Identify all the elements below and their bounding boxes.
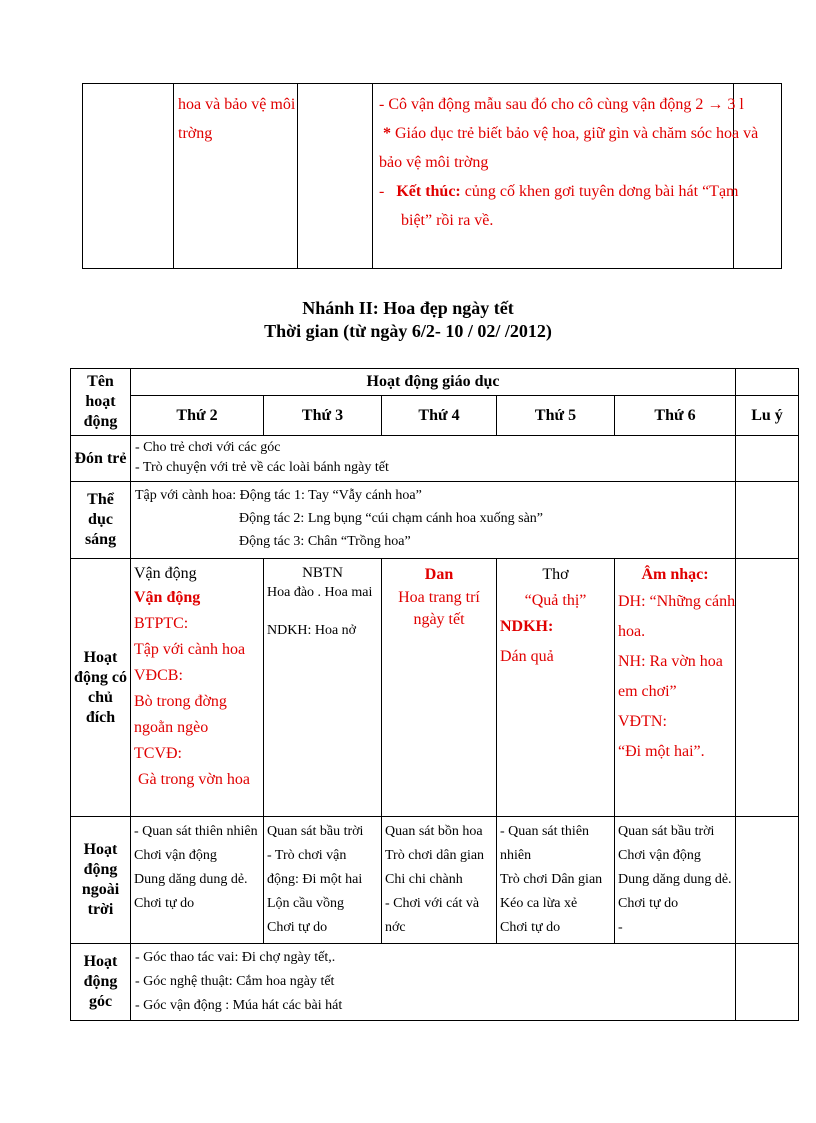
thu3-lesson: NBTN Hoa đào . Hoa mai NDKH: Hoa nở [264, 559, 382, 817]
star-bullet: * [383, 125, 391, 142]
empty-cell [736, 482, 799, 559]
continuation-table [82, 83, 782, 269]
section-title: Nhánh II: Hoa đẹp ngày tết [302, 298, 514, 318]
arrow-icon: → [707, 96, 724, 113]
hoat-dong-goc-content: - Góc thao tác vai: Đi chợ ngày tết,. - Góc nghệ thuật: Cắm hoa ngày tết - Góc vận động : Múa hát các bài hát [131, 944, 736, 1021]
thu3-outdoor: Quan sát bầu trời - Trò chơi vận động: Đi một hai Lộn cầu vồng Chơi tự do [264, 817, 382, 944]
header-note: Lu ý [736, 396, 799, 436]
empty-cell [736, 436, 799, 482]
activity-line: củng cố khen gơi tuyên dơng bài hát “Tạm [464, 183, 739, 200]
objective-line: trờng [178, 125, 213, 142]
thu6-outdoor: Quan sát bầu trời Chơi vận động Dung dăng dung dẻ. Chơi tự do - [615, 817, 736, 944]
activity-line: bảo vệ môi trờng [379, 154, 489, 171]
row-label-hoat-dong-co-chu-dich: Hoạt động có chủ đích [71, 559, 131, 817]
empty-cell [736, 559, 799, 817]
date-range-title: Thời gian (từ ngày 6/2- 10 / 02/ /2012) [264, 321, 552, 341]
empty-cell [298, 84, 373, 269]
dash-bullet: - [379, 183, 385, 200]
header-day: Thứ 3 [264, 396, 382, 436]
activity-line: biệt” rồi ra về. [401, 212, 494, 229]
activity-line-end: 3 l [727, 96, 744, 113]
row-label-hoat-dong-goc: Hoạt động góc [71, 944, 131, 1021]
header-day: Thứ 5 [497, 396, 615, 436]
header-day: Thứ 6 [615, 396, 736, 436]
objective-cell [174, 84, 298, 269]
row-label-don-tre: Đón trẻ [71, 436, 131, 482]
thu4-lesson: Dan Hoa trang trí ngày tết [382, 559, 497, 817]
don-tre-content: - Cho trẻ chơi với các góc - Trò chuyện với trẻ về các loài bánh ngày tết [131, 436, 736, 482]
conclusion-label: Kết thúc: [396, 183, 461, 200]
objective-line: hoa và bảo vệ môi [178, 96, 296, 113]
weekly-schedule-table [70, 368, 799, 1021]
row-label-hoat-dong-ngoai-troi: Hoạt động ngoài trời [71, 817, 131, 944]
thu5-outdoor: - Quan sát thiên nhiên Trò chơi Dân gian Kéo ca lừa xẻ Chơi tự do [497, 817, 615, 944]
header-activity-name: Tên hoạt động [71, 369, 131, 436]
activity-line: - Cô vận động mẫu sau đó cho cô cùng vận động 2 [379, 96, 704, 113]
activity-cell [373, 84, 759, 269]
activity-line: Giáo dục trẻ biết bảo vệ hoa, giữ gìn và chăm sóc hoa và [395, 125, 759, 142]
header-education-group: Hoạt động giáo dục [131, 369, 736, 396]
thu5-lesson: Thơ “Quả thị” NDKH: Dán quả [497, 559, 615, 817]
thu4-outdoor: Quan sát bồn hoa Trò chơi dân gian Chi chi chành - Chơi với cát và nớc [382, 817, 497, 944]
row-label-the-duc-sang: Thể dục sáng [71, 482, 131, 559]
header-day: Thứ 4 [382, 396, 497, 436]
empty-cell [736, 817, 799, 944]
thu2-lesson: Vận động Vận động BTPTC: Tập với cành hoa VĐCB: Bò trong đờng ngoằn ngèo TCVĐ: Gà trong vờn hoa [131, 559, 264, 817]
empty-cell [83, 84, 174, 269]
thu2-outdoor: - Quan sát thiên nhiên Chơi vận động Dung dăng dung dẻ. Chơi tự do [131, 817, 264, 944]
thu6-lesson: Âm nhạc: DH: “Những cánh hoa. NH: Ra vờn hoa em chơi” VĐTN: “Đi một hai”. [615, 559, 736, 817]
empty-cell [736, 369, 799, 396]
header-day: Thứ 2 [131, 396, 264, 436]
empty-cell [736, 944, 799, 1021]
the-duc-content: Tập với cành hoa: Động tác 1: Tay “Vẫy cánh hoa” Động tác 2: Lng bụng “cúi chạm cánh hoa xuống sàn” Động tác 3: Chân “Trồng hoa” [131, 482, 736, 559]
